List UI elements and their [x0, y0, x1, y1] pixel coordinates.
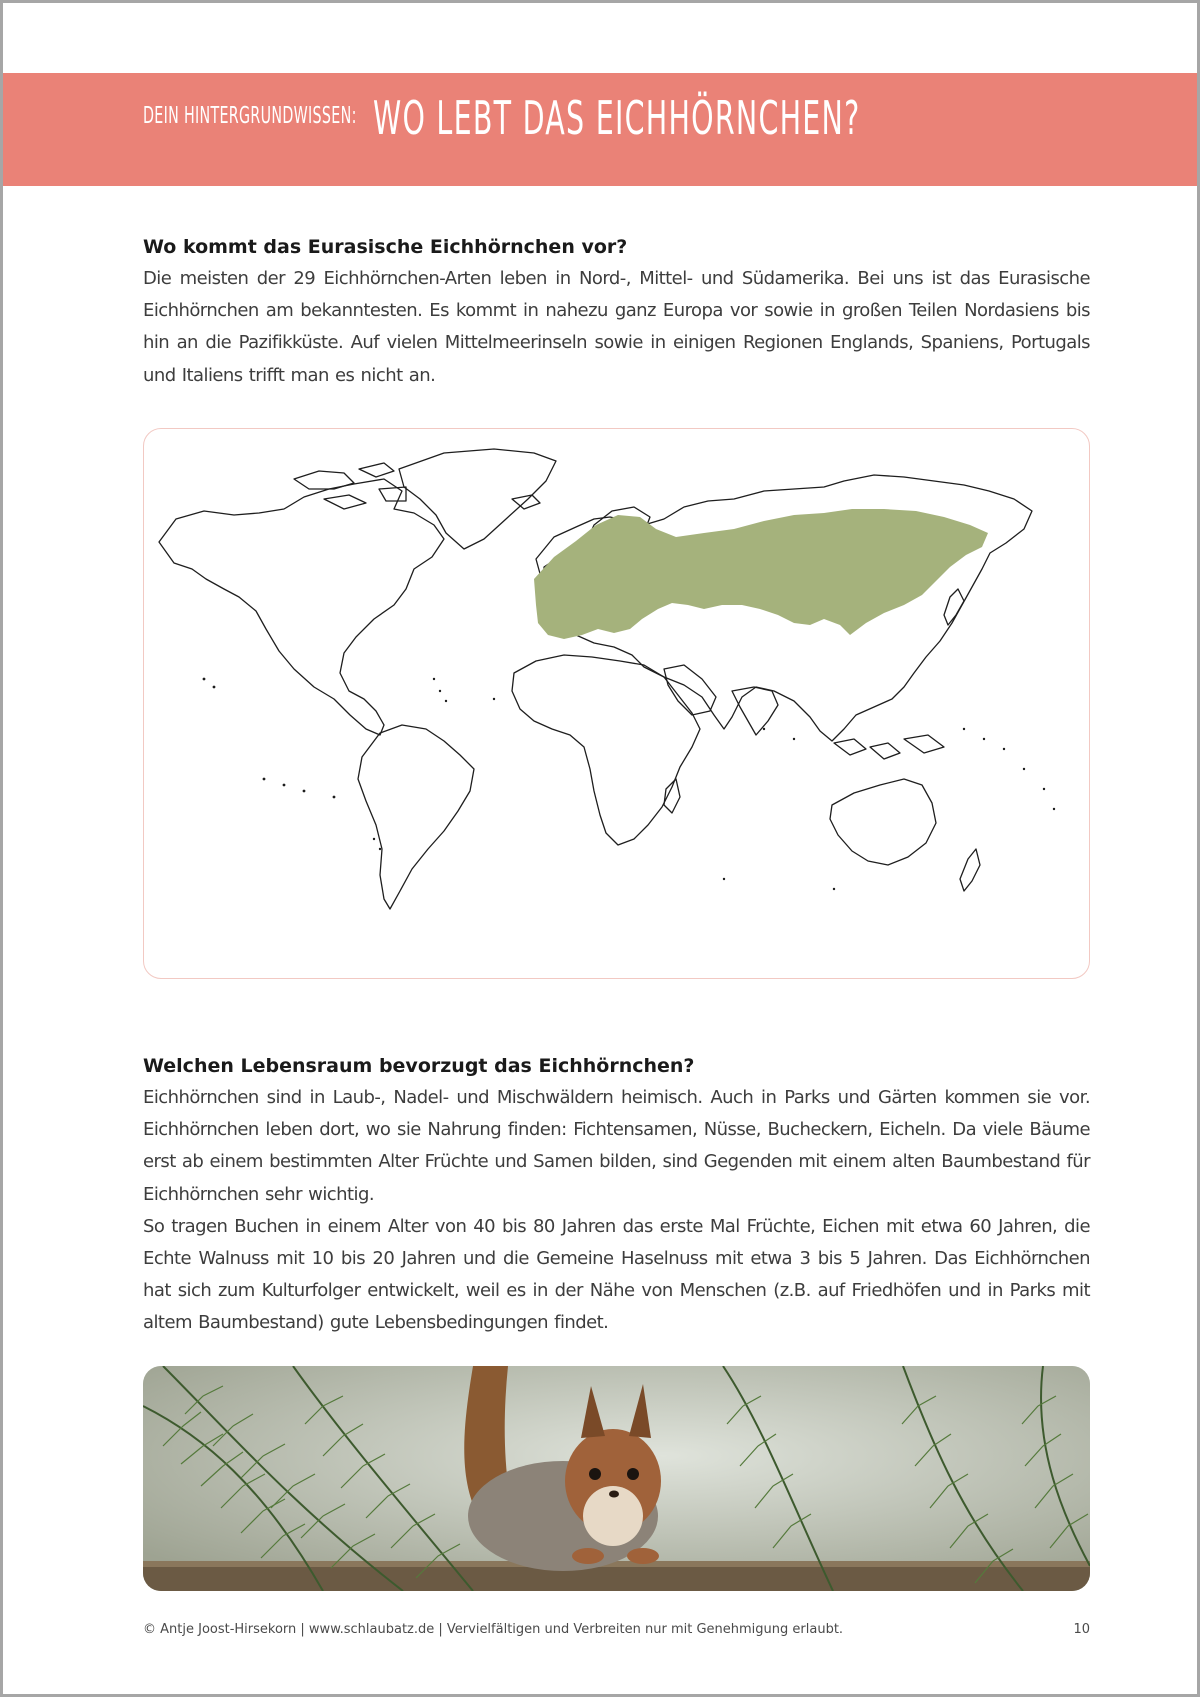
title-prefix: DEIN HINTERGRUNDWISSEN: — [143, 103, 357, 129]
section-distribution — [143, 231, 1090, 392]
australia-outline — [830, 779, 936, 865]
section-habitat — [143, 1050, 1090, 1340]
squirrel-range-area — [534, 509, 988, 639]
island-dots — [203, 678, 1056, 891]
north-america-outline — [159, 479, 444, 735]
section-text-distribution: Die meisten der 29 Eichhörnchen-Arten leben in Nord-, Mittel- und Südamerika. Bei uns ist das Eurasische Eichhörnchen am bekanntesten. Es kommt in nahezu ganz Europa vor sowie in großen Teilen Nordasiens bis hin an die Pazifikküste. Auf vielen Mittelmeerinseln sowie in einigen Regionen Englands, Spaniens, Portugals und Italiens trifft man es nicht an. — [143, 268, 1090, 386]
page-footer — [143, 1622, 1090, 1637]
squirrel-photo — [143, 1366, 1090, 1591]
page-number: 10 — [1073, 1622, 1090, 1637]
india-outline — [732, 687, 778, 735]
world-map — [143, 428, 1090, 979]
squirrel-photo-graphic — [143, 1366, 1090, 1591]
arabia-outline — [664, 665, 716, 715]
footer-credits: © Antje Joost-Hirsekorn | www.schlaubatz.de | Vervielfältigen und Verbreiten nur mit Genehmigung erlaubt. — [143, 1622, 844, 1637]
section-text-habitat-1: Eichhörnchen sind in Laub-, Nadel- und Mischwäldern heimisch. Auch in Parks und Gärten kommen sie vor. Eichhörnchen leben dort, wo sie Nahrung finden: Fichtensamen, Nüsse, Bucheckern, Eicheln. Da viele Bäume erst ab einem bestimmten Alter Früchte und Samen bilden, sind Gegenden mit einem alten Baumbestand für Eichhörnchen sehr wichtig. — [143, 1087, 1090, 1205]
new-zealand-outline — [960, 849, 980, 891]
africa-outline — [512, 655, 700, 845]
title-main: WO LEBT DAS EICHHÖRNCHEN? — [373, 91, 861, 145]
madagascar-outline — [664, 779, 680, 813]
arctic-islands-outline — [294, 463, 406, 509]
world-map-graphic — [144, 429, 1089, 978]
south-america-outline — [358, 725, 474, 909]
section-heading-distribution: Wo kommt das Eurasische Eichhörnchen vor? — [143, 236, 628, 258]
section-heading-habitat: Welchen Lebensraum bevorzugt das Eichhörnchen? — [143, 1055, 695, 1077]
iceland-outline — [512, 495, 540, 509]
header-banner — [3, 73, 1197, 186]
se-asia-islands-outline — [834, 735, 944, 759]
greenland-outline — [399, 449, 556, 549]
page-title — [143, 91, 861, 145]
section-text-habitat-2: So tragen Buchen in einem Alter von 40 bis 80 Jahren das erste Mal Früchte, Eichen mit etwa 60 Jahren, die Echte Walnuss mit 10 bis 20 Jahren und die Gemeine Haselnuss mit etwa 3 bis 5 Jahren. Das Eichhörnchen hat sich zum Kulturfolger entwickelt, weil es in der Nähe von Menschen (z.B. auf Friedhöfen und in Parks mit altem Baumbestand) gute Lebensbedingungen findet. — [143, 1215, 1090, 1334]
